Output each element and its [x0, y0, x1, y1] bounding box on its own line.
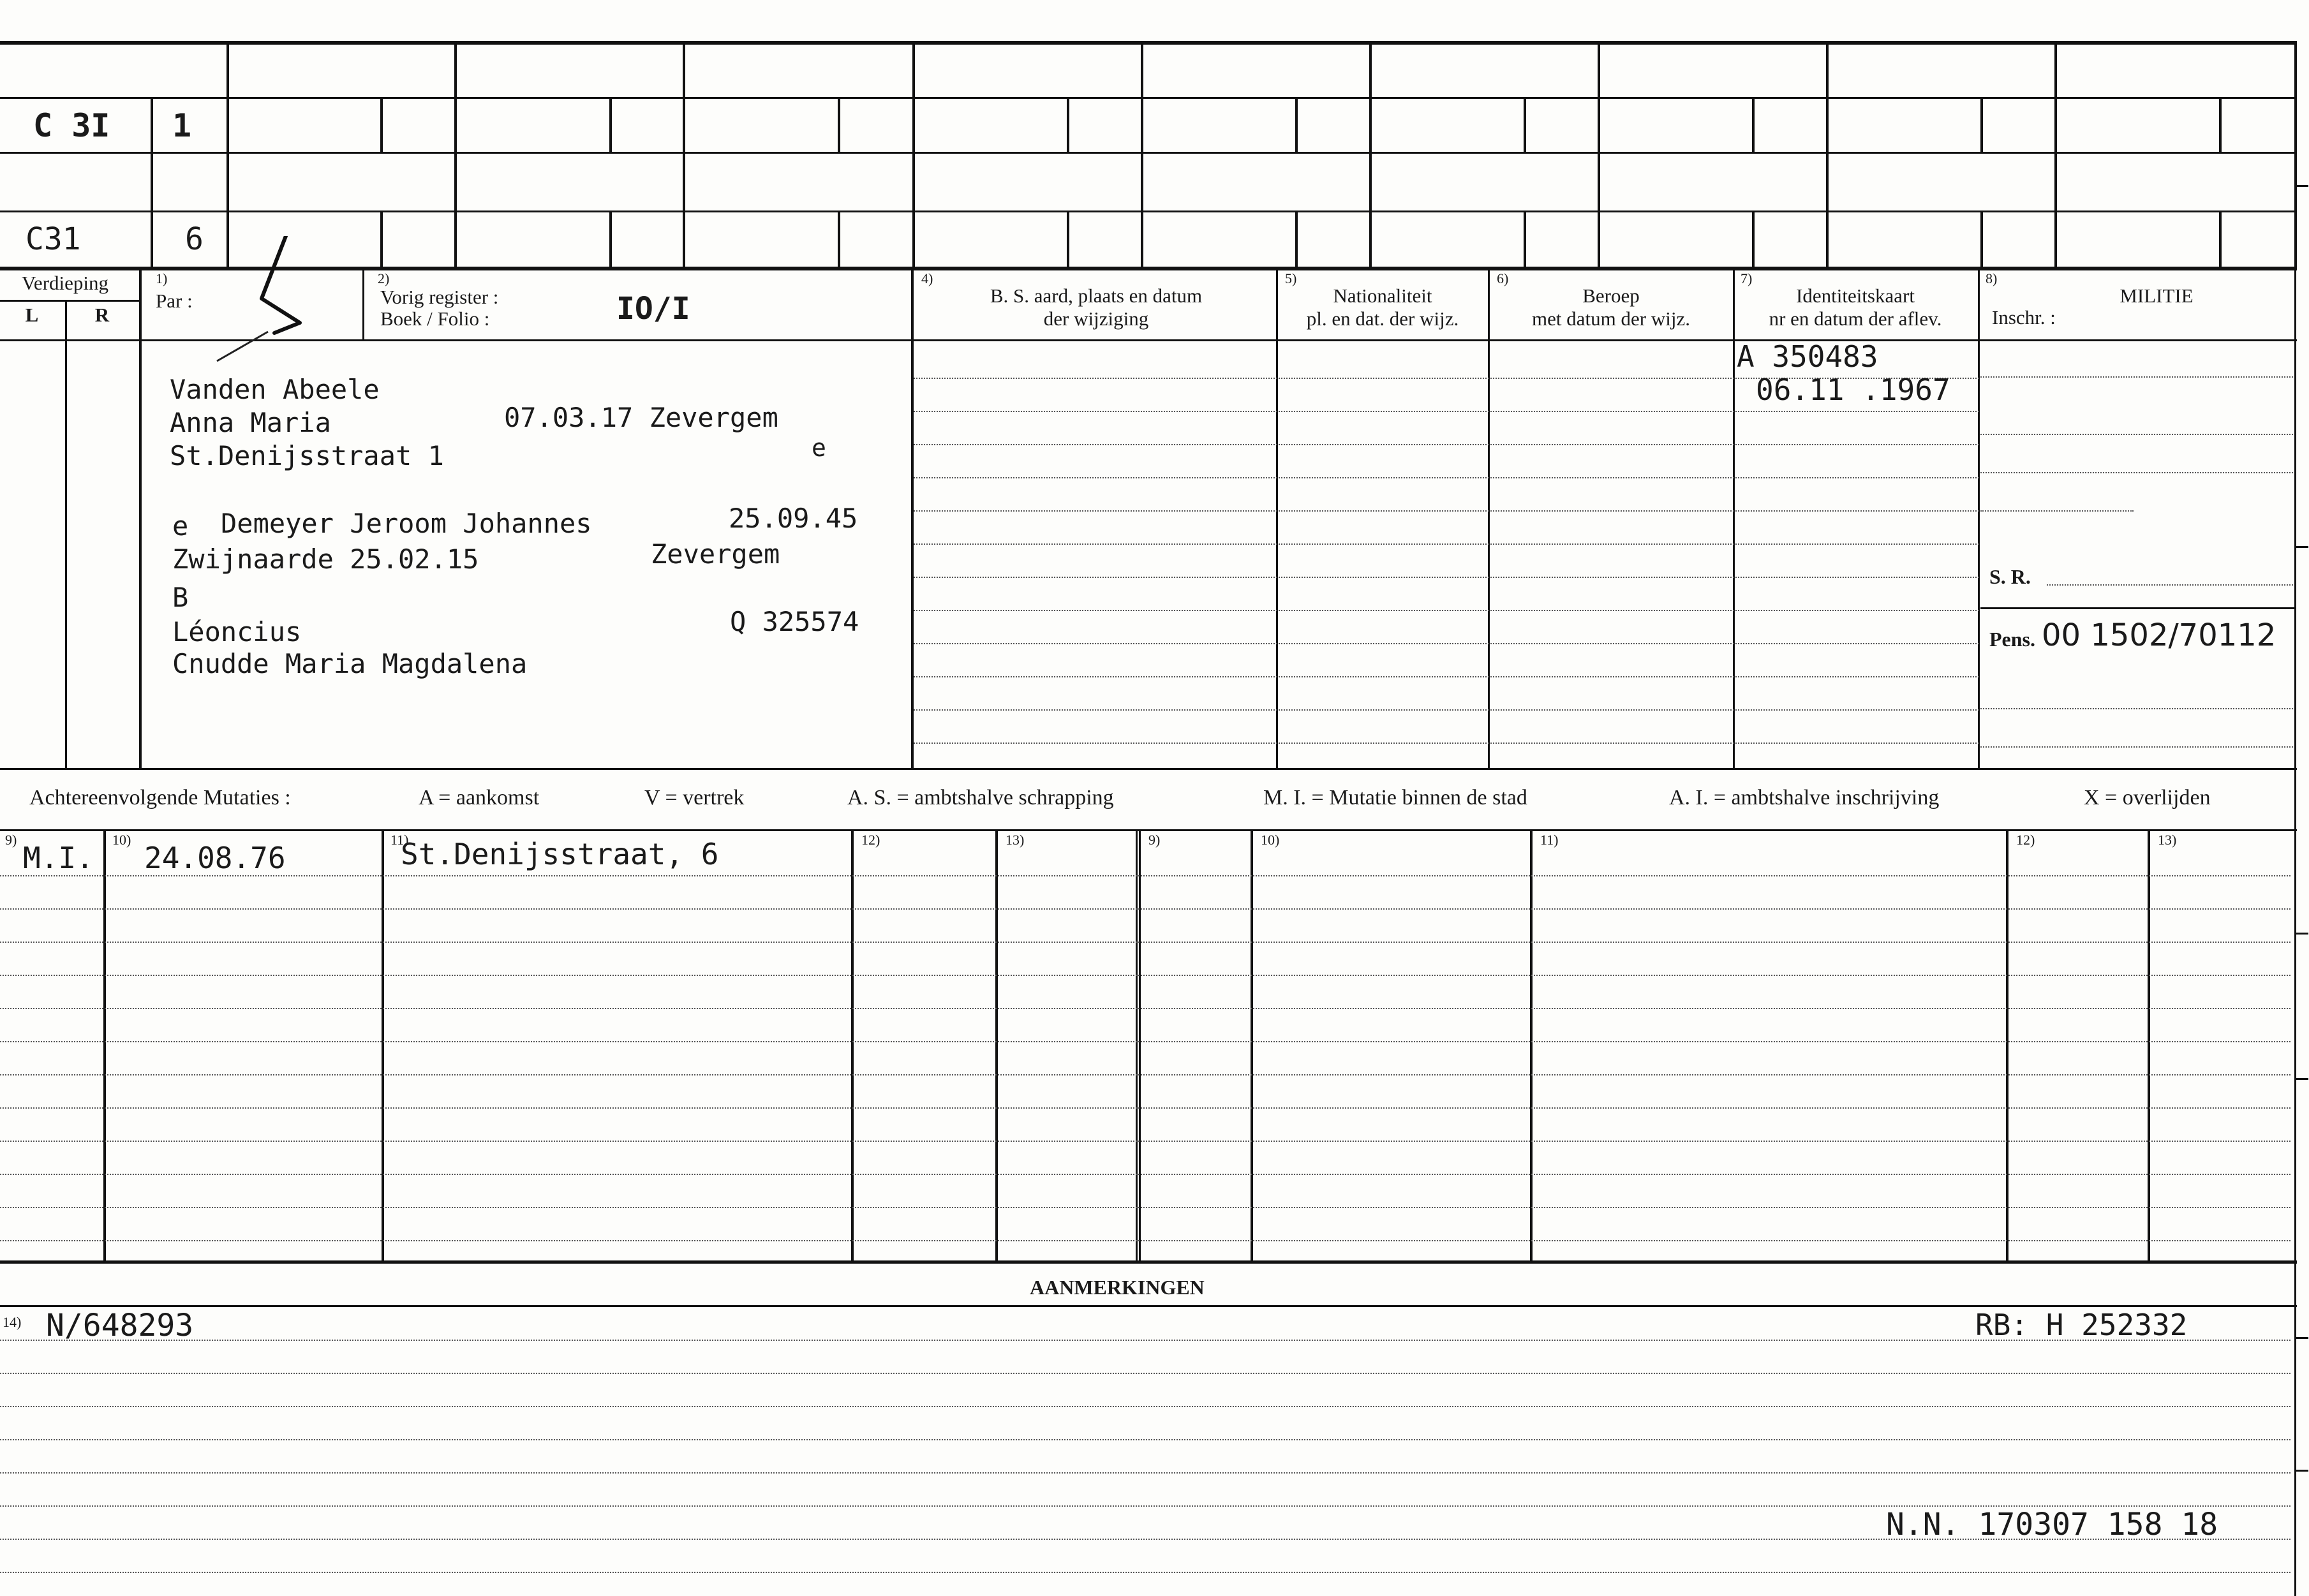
grid-subdivider [609, 97, 612, 152]
row-line [914, 444, 1979, 445]
column-divider [1488, 267, 1490, 768]
beroep-header [1490, 284, 1732, 330]
footnote-number: 11) [390, 832, 409, 848]
remarks-row-line [0, 1373, 2290, 1374]
registry-code: C31 [26, 221, 81, 257]
father-name: Léoncius [172, 616, 302, 647]
bs-header [919, 284, 1273, 330]
edge-tick [2296, 1337, 2308, 1339]
grid-line [0, 267, 2297, 270]
grid-subdivider [1524, 211, 1526, 267]
mutation-column-divider [1251, 829, 1253, 1260]
spouse-birth: Zwijnaarde 25.02.15 [172, 543, 479, 575]
remarks-row-line [0, 1406, 2290, 1407]
legend-item-a: A = aankomst [419, 786, 540, 809]
footnote-number: 7) [1741, 270, 1753, 286]
beroep-line1: Beroep [1582, 284, 1640, 307]
footnote-number: 4) [921, 270, 933, 286]
mutation-column-divider [1136, 829, 1141, 1260]
verdieping-label: Verdieping [21, 272, 109, 294]
grid-subdivider [1067, 211, 1069, 267]
remarks-row-line [0, 1572, 2290, 1573]
column-divider [1276, 267, 1278, 768]
rb-number: RB: H 252332 [1975, 1308, 2188, 1342]
mutation-column-divider [1530, 829, 1533, 1260]
mutation-column-divider [2006, 829, 2008, 1260]
grid-divider [2054, 41, 2057, 267]
surname: Vanden Abeele [170, 374, 380, 405]
remarks-row-line [0, 1340, 2290, 1341]
grid-line [0, 97, 2297, 99]
nationaliteit-line1: Nationaliteit [1333, 284, 1432, 307]
mutation-column-divider [103, 829, 106, 1260]
row-line [914, 411, 1979, 412]
row-line [914, 477, 1979, 478]
remarks-row-line [0, 1439, 2290, 1440]
footnote-number: 9) [5, 832, 17, 848]
grid-divider [1141, 41, 1143, 267]
inschr-label: Inschr. : [1992, 306, 2056, 329]
militie-separator [1980, 607, 2294, 609]
row-line [914, 643, 1979, 644]
militie-header: MILITIE [2120, 284, 2194, 307]
pens-value: 00 1502/70112 [2042, 617, 2276, 653]
id-card-date: 06.11 .1967 [1756, 373, 1950, 407]
grid-divider [454, 41, 457, 267]
grid-subdivider [1752, 211, 1755, 267]
mutation-row-line [0, 1174, 2290, 1175]
birth-date-place: 07.03.17 Zevergem [504, 402, 778, 433]
legend-item-x: X = overlijden [2084, 786, 2211, 809]
letter-b: B [172, 582, 189, 613]
row-line [914, 610, 1979, 611]
national-reference: N/648293 [46, 1308, 194, 1343]
nationaliteit-line2: pl. en dat. der wijz. [1306, 307, 1459, 330]
mutation-row-line [0, 975, 2290, 976]
legend-item-as: A. S. = ambtshalve schrapping [847, 786, 1114, 809]
mutation-type: M.I. [23, 841, 94, 875]
spouse-place: Zevergem [651, 538, 780, 570]
row-line [914, 510, 1979, 512]
beroep-line2: met datum der wijz. [1532, 307, 1690, 330]
militie-row-line [1980, 746, 2293, 748]
header-bottom-line [0, 339, 2297, 341]
grid-divider [151, 97, 153, 267]
grid-divider [912, 41, 915, 267]
edge-tick [2296, 1078, 2308, 1080]
grid-divider [1826, 41, 1829, 267]
street-address: St.Denijsstraat 1 [170, 440, 444, 471]
mutation-address: St.Denijsstraat, 6 [401, 837, 719, 871]
grid-subdivider [1980, 97, 1983, 152]
identiteitskaart-header [1734, 284, 1977, 330]
grid-subdivider [1980, 211, 1983, 267]
top-border-line [0, 41, 2297, 45]
bs-header-line2: der wijziging [1043, 307, 1149, 330]
grid-subdivider [838, 97, 840, 152]
militie-row-line [1980, 708, 2293, 709]
floor-l-label: L [25, 304, 39, 326]
footnote-number: 8) [1986, 270, 1998, 286]
remarks-header-line [0, 1305, 2297, 1307]
pens-label: Pens. [1989, 628, 2035, 651]
spouse-name: Demeyer Jeroom Johannes [221, 508, 592, 539]
mutation-date: 24.08.76 [144, 841, 286, 875]
militie-row-line [1980, 434, 2293, 435]
footnote-number: 13) [2158, 832, 2177, 848]
legend-title: Achtereenvolgende Mutaties : [29, 786, 291, 809]
mutation-column-divider [2148, 829, 2150, 1260]
grid-divider [1598, 41, 1600, 267]
footnote-number: 12) [2016, 832, 2035, 848]
mutation-row-line [0, 1141, 2290, 1142]
grid-subdivider [1295, 211, 1298, 267]
militie-row-line [1980, 472, 2293, 473]
row-line [914, 676, 1979, 677]
national-number: N.N. 170307 158 18 [1886, 1507, 2218, 1542]
grid-line [0, 211, 2297, 212]
edge-tick [2296, 933, 2308, 935]
mutation-row-line [0, 875, 2290, 876]
footnote-number: 5) [1285, 270, 1297, 286]
father-code: Q 325574 [730, 606, 859, 637]
grid-subdivider [380, 97, 383, 152]
par-signature-mark [211, 236, 319, 364]
grid-subdivider [609, 211, 612, 267]
mutation-row-line [0, 1107, 2290, 1109]
mutation-row-line [0, 1008, 2290, 1009]
footnote-number: 12) [861, 832, 880, 848]
grid-subdivider [1295, 97, 1298, 152]
person-block-bottom [0, 768, 2297, 770]
mark-e: e [812, 434, 826, 462]
bs-header-line1: B. S. aard, plaats en datum [990, 284, 1203, 307]
footnote-number: 10) [1261, 832, 1280, 848]
grid-subdivider [838, 211, 840, 267]
remarks-title: AANMERKINGEN [1030, 1276, 1205, 1299]
column-divider [362, 267, 364, 339]
registry-number: 6 [185, 221, 204, 257]
grid-line [0, 152, 2297, 154]
grid-divider [1369, 41, 1372, 267]
spouse-prefix: e [172, 510, 189, 542]
militie-row-line [1980, 510, 2134, 512]
sr-dotted-line [2047, 584, 2293, 586]
legend-item-v: V = vertrek [644, 786, 745, 809]
grid-divider [683, 41, 685, 267]
legend-item-mi: M. I. = Mutatie binnen de stad [1263, 786, 1527, 809]
footnote-number: 11) [1540, 832, 1559, 848]
sr-label: S. R. [1989, 565, 2031, 588]
column-divider [1978, 267, 1980, 768]
registry-number: 1 [172, 107, 192, 144]
given-names: Anna Maria [170, 407, 331, 438]
id-card-number: A 350483 [1737, 339, 1878, 374]
grid-subdivider [2219, 97, 2222, 152]
edge-tick [2296, 1470, 2308, 1472]
grid-subdivider [1524, 97, 1526, 152]
remarks-row-line [0, 1472, 2290, 1474]
grid-divider [2294, 41, 2297, 267]
footnote-number: 2) [378, 270, 390, 286]
mutations-bottom-line [0, 1260, 2297, 1264]
edge-tick [2296, 546, 2308, 548]
legend-item-ai: A. I. = ambtshalve inschrijving [1669, 786, 1940, 809]
identiteitskaart-line1: Identiteitskaart [1796, 284, 1915, 307]
row-line [914, 543, 1979, 545]
footnote-number: 1) [156, 270, 168, 286]
militie-row-line [1980, 376, 2293, 378]
grid-subdivider [2219, 211, 2222, 267]
column-divider [1733, 267, 1735, 768]
mutation-row-line [0, 1207, 2290, 1208]
par-label: Par : [156, 290, 193, 312]
column-divider [65, 300, 67, 768]
boek-folio-label: Boek / Folio : [380, 307, 490, 330]
identiteitskaart-line2: nr en datum der aflev. [1769, 307, 1942, 330]
mutation-column-divider [851, 829, 854, 1260]
grid-subdivider [1752, 97, 1755, 152]
marriage-date: 25.09.45 [729, 503, 858, 534]
column-divider [139, 267, 142, 768]
column-divider [911, 267, 914, 768]
mother-name: Cnudde Maria Magdalena [172, 648, 528, 679]
row-line [914, 577, 1979, 578]
mutations-top-line [0, 829, 2297, 831]
footnote-number: 6) [1497, 270, 1509, 286]
nationaliteit-header [1279, 284, 1487, 330]
mutation-row-line [0, 908, 2290, 910]
vorig-register-label: Vorig register : [380, 286, 499, 308]
registry-code: C 3I [33, 107, 110, 144]
footnote-number: 9) [1148, 832, 1161, 848]
grid-subdivider [380, 211, 383, 267]
mutation-column-divider [382, 829, 384, 1260]
edge-tick [2296, 185, 2308, 187]
mutation-row-line [0, 1240, 2290, 1241]
footnote-number: 10) [112, 832, 131, 848]
mutation-row-line [0, 1074, 2290, 1075]
boek-folio-value: IO/I [616, 291, 690, 327]
footnote-number: 14) [3, 1314, 22, 1330]
row-line [914, 709, 1979, 711]
floor-r-label: R [94, 304, 110, 326]
grid-subdivider [1067, 97, 1069, 152]
mutation-row-line [0, 942, 2290, 943]
grid-divider [226, 41, 229, 267]
verdieping-rule [0, 300, 139, 302]
row-line [914, 743, 1979, 744]
right-edge-line [2294, 267, 2296, 1596]
mutation-row-line [0, 1041, 2290, 1042]
mutation-column-divider [995, 829, 998, 1260]
footnote-number: 13) [1006, 832, 1025, 848]
